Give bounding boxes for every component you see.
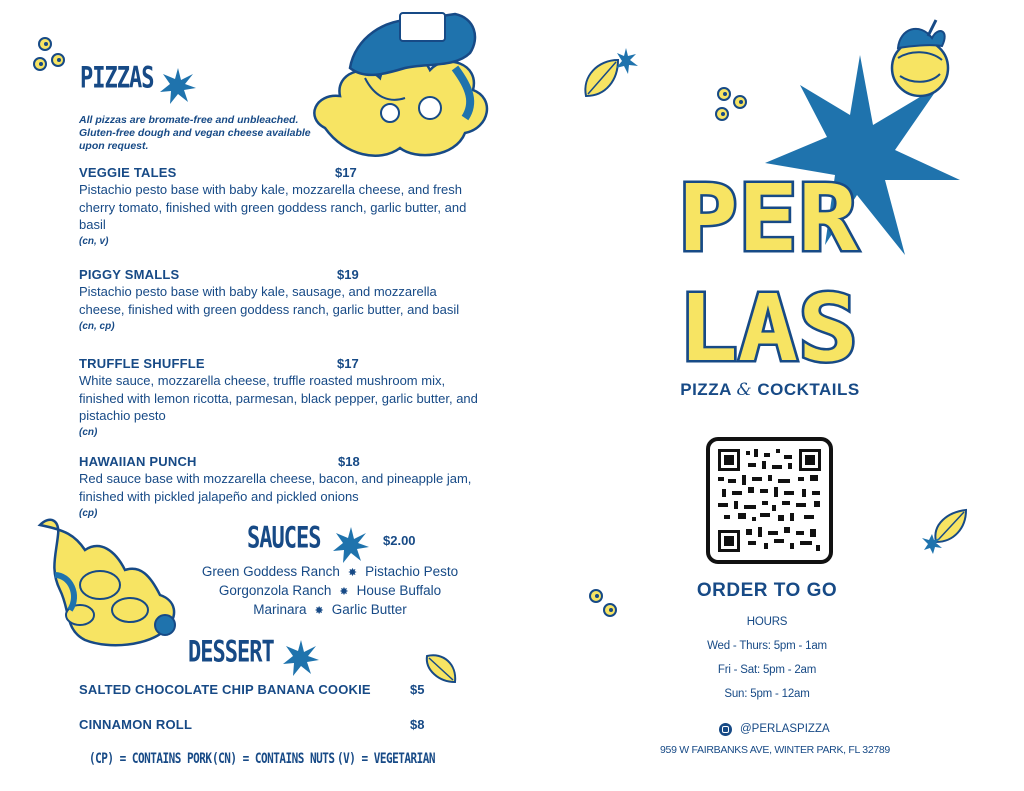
- sauces-title: SAUCES: [247, 522, 321, 556]
- star-icon: ✸: [314, 605, 324, 617]
- star-icon: ✸: [339, 586, 349, 598]
- item-name: HAWAIIAN PUNCH: [79, 454, 197, 469]
- dessert-title: DESSERT: [188, 636, 274, 670]
- item-description: Red sauce base with mozzarella cheese, bacon, and pineapple jam, finished with pickled jalapeño and pickled onions: [79, 471, 472, 504]
- item-price: $17: [335, 165, 357, 180]
- item-tags: (cn, cp): [79, 321, 115, 332]
- star-icon: ✸: [347, 567, 358, 579]
- sauce-name: Marinara: [253, 602, 307, 617]
- logo-text-top: PER: [678, 165, 859, 272]
- olives-illustration: [586, 586, 622, 622]
- sauce-name: House Buffalo: [356, 583, 442, 598]
- dessert-name: CINNAMON ROLL: [79, 717, 193, 732]
- legend-nuts: (CN) = CONTAINS NUTS: [212, 750, 335, 767]
- logo-text-bottom: LAS: [678, 275, 858, 382]
- item-price: $18: [338, 454, 360, 469]
- hours-line: Wed - Thurs: 5pm - 1am: [707, 640, 827, 652]
- pizza-cheese-illustration: [305, 8, 495, 168]
- pizzas-intro: All pizzas are bromate-free and unbleached. Gluten-free dough and vegan cheese available upon request.: [79, 114, 311, 152]
- tagline-cocktails: COCKTAILS: [757, 380, 860, 399]
- instagram-handle: @PERLASPIZZA: [740, 723, 830, 735]
- starburst-icon: [160, 68, 196, 104]
- item-tags: (cp): [79, 508, 98, 519]
- legend-vegetarian: (V) = VEGETARIAN: [337, 750, 435, 767]
- tagline-pizza: PIZZA: [680, 380, 732, 399]
- sauce-name: Green Goddess Ranch: [201, 564, 340, 579]
- qr-code[interactable]: [706, 437, 833, 564]
- basil-leaf-icon: [423, 650, 459, 686]
- sauce-name: Pistachio Pesto: [365, 564, 459, 579]
- sauce-name: Garlic Butter: [331, 602, 407, 617]
- tomato-illustration: [880, 18, 970, 98]
- sauces-price: $2.00: [383, 533, 416, 548]
- address: 959 W FAIRBANKS AVE, WINTER PARK, FL 32789: [660, 744, 890, 756]
- dessert-price: $5: [410, 682, 425, 697]
- pizzas-title: PIZZAS: [80, 62, 154, 96]
- instagram-link[interactable]: [719, 722, 830, 736]
- hours-line: Fri - Sat: 5pm - 2am: [717, 664, 817, 676]
- starburst-icon: [283, 640, 319, 676]
- item-name: VEGGIE TALES: [79, 165, 177, 180]
- sauce-row: [180, 602, 480, 617]
- item-description: Pistachio pesto base with baby kale, mozzarella cheese, and fresh cherry tomato, finished with green goddess ranch, garlic butter, and basil: [79, 182, 467, 232]
- legend-pork: (CP) = CONTAINS PORK: [89, 750, 212, 767]
- item-price: $17: [337, 356, 359, 371]
- basil-leaf-icon: [922, 508, 970, 554]
- item-name: TRUFFLE SHUFFLE: [79, 356, 205, 371]
- pasta-illustration: [30, 515, 185, 650]
- basil-leaf-icon: [582, 48, 640, 100]
- qr-code-pattern: [710, 441, 829, 560]
- starburst-icon: [333, 527, 369, 563]
- sauce-row: [180, 583, 480, 598]
- item-description: White sauce, mozzarella cheese, truffle roasted mushroom mix, finished with lemon ricotta, parmesan, black pepper, garlic butter, and pistachio pesto: [79, 373, 478, 423]
- sauce-name: Gorgonzola Ranch: [218, 583, 332, 598]
- instagram-icon: [719, 723, 732, 736]
- hours-line: Sun: 5pm - 12am: [724, 688, 810, 700]
- perlas-logo: [676, 148, 866, 382]
- order-to-go-title: ORDER TO GO: [696, 580, 838, 601]
- olives-illustration: [712, 86, 752, 126]
- item-description: Pistachio pesto base with baby kale, sausage, and mozzarella cheese, finished with green goddess ranch, garlic butter, and basil: [79, 284, 460, 317]
- tagline-ampersand: &: [736, 380, 753, 400]
- hours-title: HOURS: [746, 616, 788, 628]
- item-price: $19: [337, 267, 359, 282]
- item-name: PIGGY SMALLS: [79, 267, 180, 282]
- tagline: [650, 380, 890, 400]
- sauce-row: [180, 564, 480, 579]
- item-tags: (cn, v): [79, 236, 109, 247]
- item-tags: (cn): [79, 427, 98, 438]
- dessert-name: SALTED CHOCOLATE CHIP BANANA COOKIE: [79, 682, 371, 697]
- olives-illustration: [30, 36, 70, 76]
- dessert-price: $8: [410, 717, 425, 732]
